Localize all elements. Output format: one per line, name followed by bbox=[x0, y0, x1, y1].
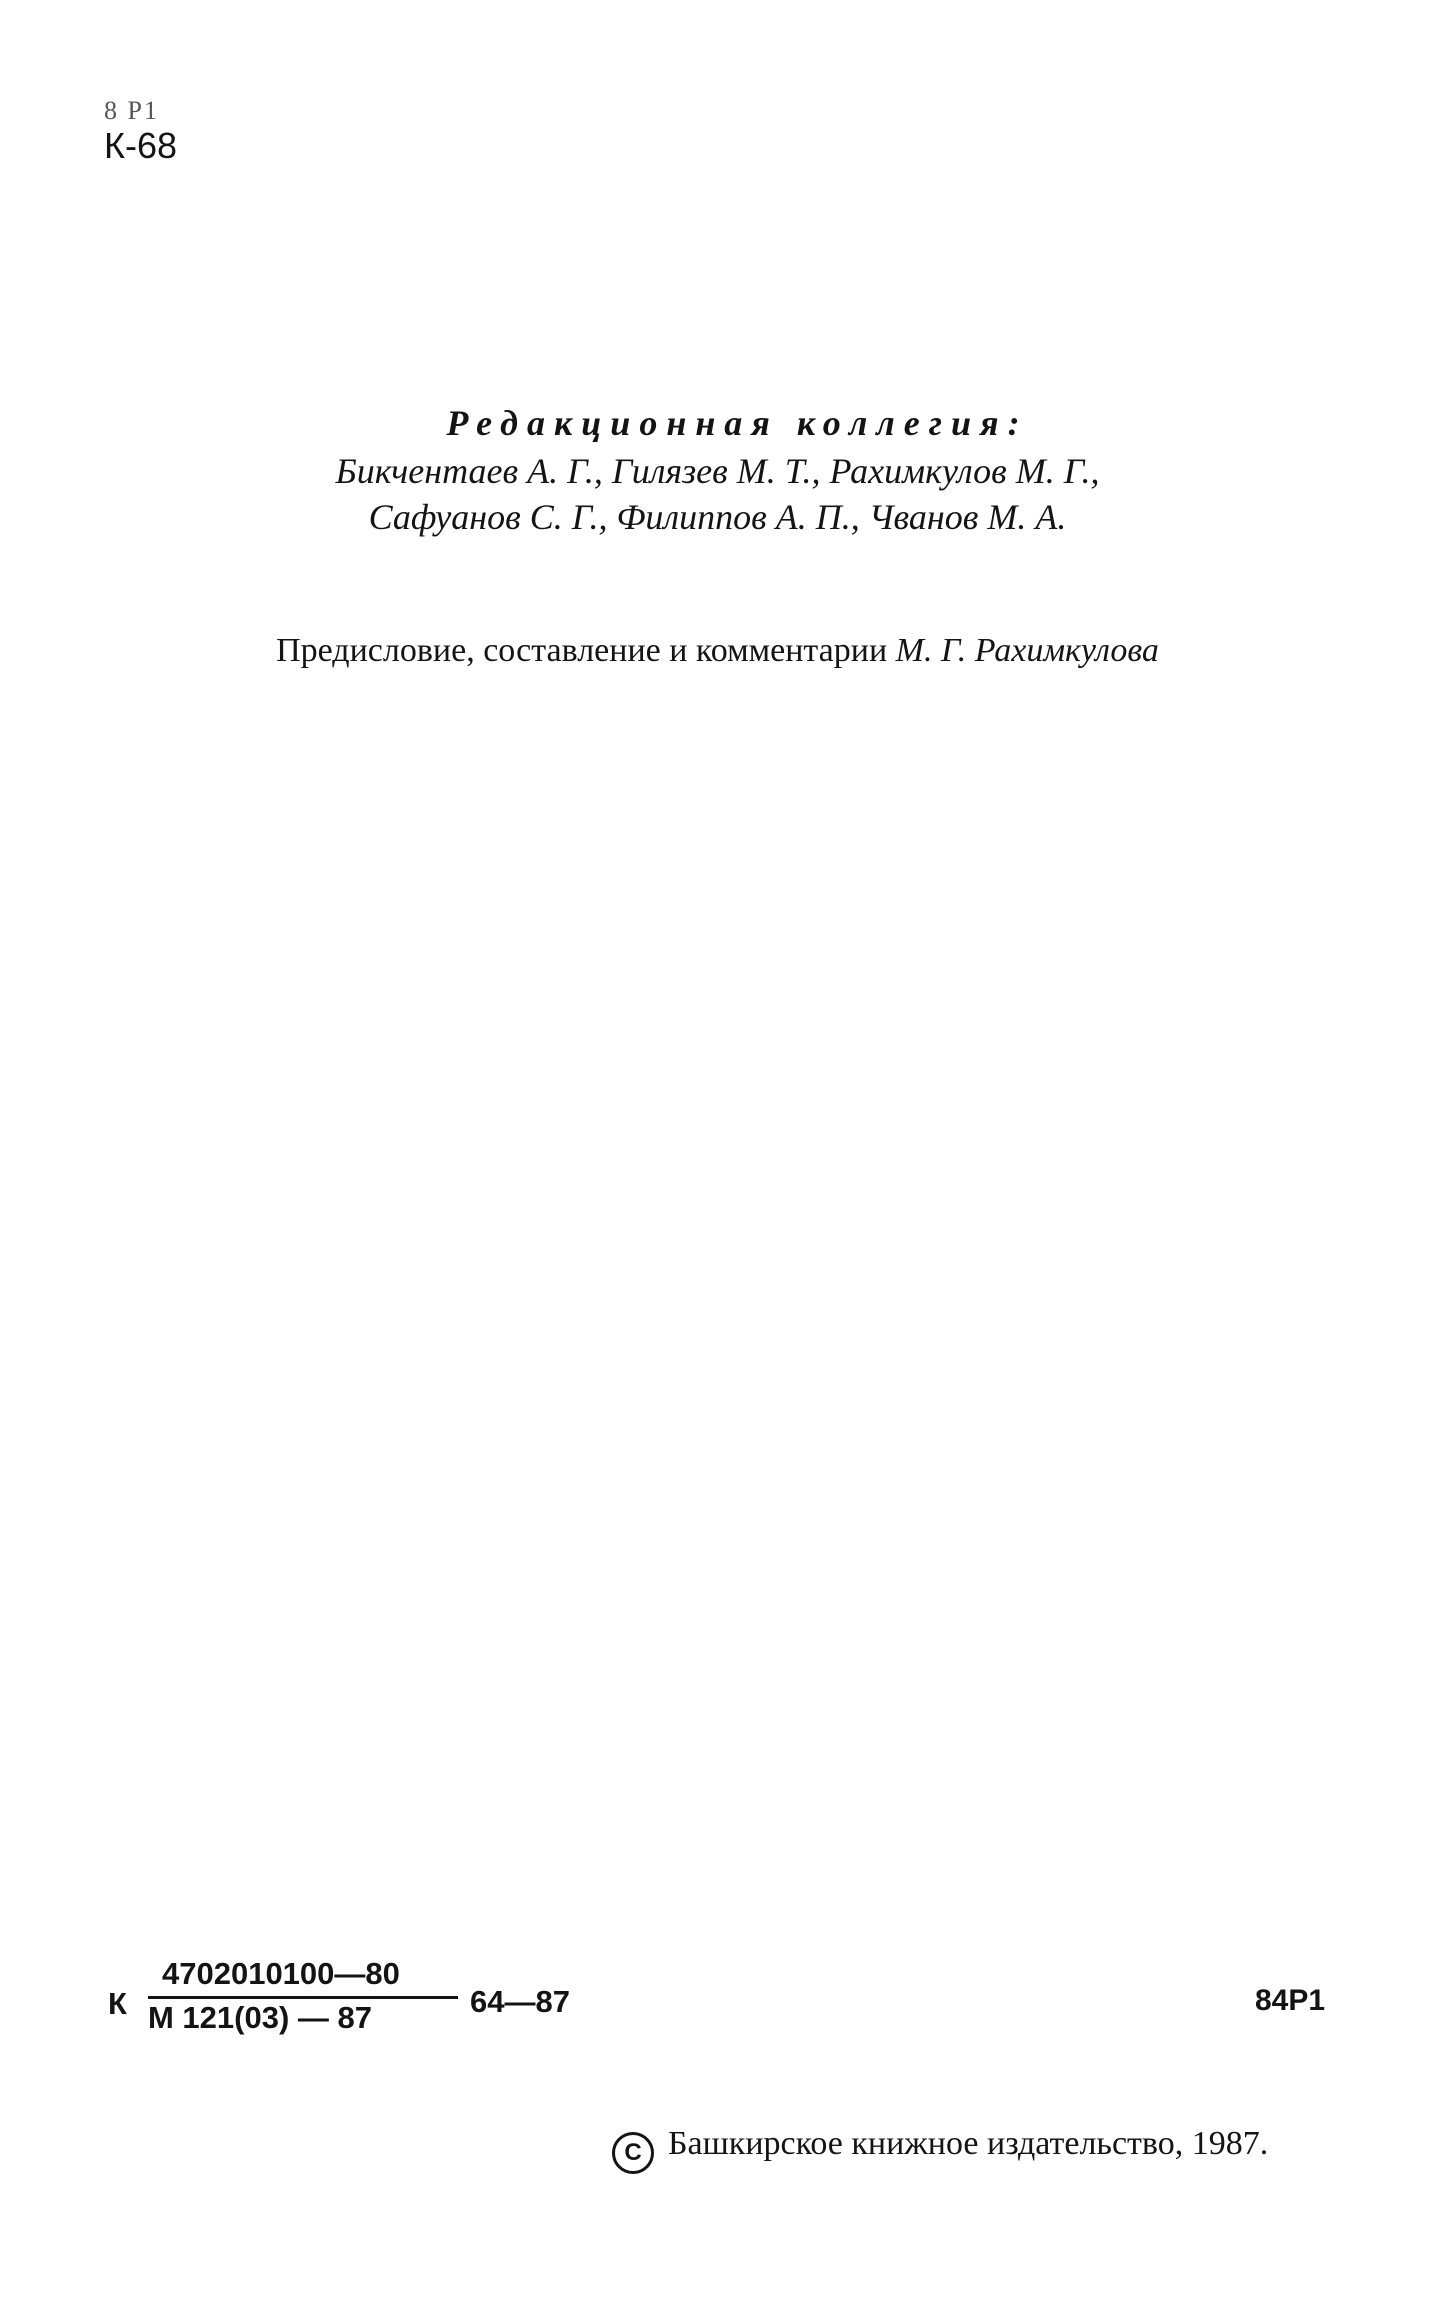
copyright-text: Башкирское книжное издательство, 1987. bbox=[668, 2125, 1269, 2162]
editorial-board bbox=[0, 400, 1435, 540]
fraction-bar bbox=[148, 1996, 458, 1999]
copyright-icon: C bbox=[612, 2132, 654, 2174]
publication-index-denominator: М 121(03) — 87 bbox=[148, 2000, 372, 2035]
classmark: 84Р1 bbox=[1255, 1984, 1326, 2017]
preface-credit-text: Предисловие, составление и комментарии bbox=[276, 632, 888, 669]
publication-index-letter: К bbox=[108, 1986, 127, 2021]
copyright-line bbox=[612, 2122, 1268, 2174]
editorial-board-members-line-1: Бикчентаев А. Г., Гилязев М. Т., Рахимкулов М. Г., bbox=[335, 451, 1100, 491]
editorial-board-members-line-2: Сафуанов С. Г., Филиппов А. П., Чванов М. А. bbox=[368, 497, 1067, 537]
author-mark: К-68 bbox=[104, 125, 178, 166]
library-classification bbox=[104, 96, 177, 166]
preface-credit-author: М. Г. Рахимкулова bbox=[895, 632, 1159, 669]
bbk-code: 8 Р1 bbox=[104, 96, 159, 125]
editorial-board-heading: Редакционная коллегия: bbox=[446, 403, 1029, 443]
preface-credit bbox=[0, 630, 1435, 672]
publication-index-numerator: 4702010100—80 bbox=[162, 1956, 400, 1991]
publication-index-suffix: 64—87 bbox=[470, 1984, 570, 2019]
